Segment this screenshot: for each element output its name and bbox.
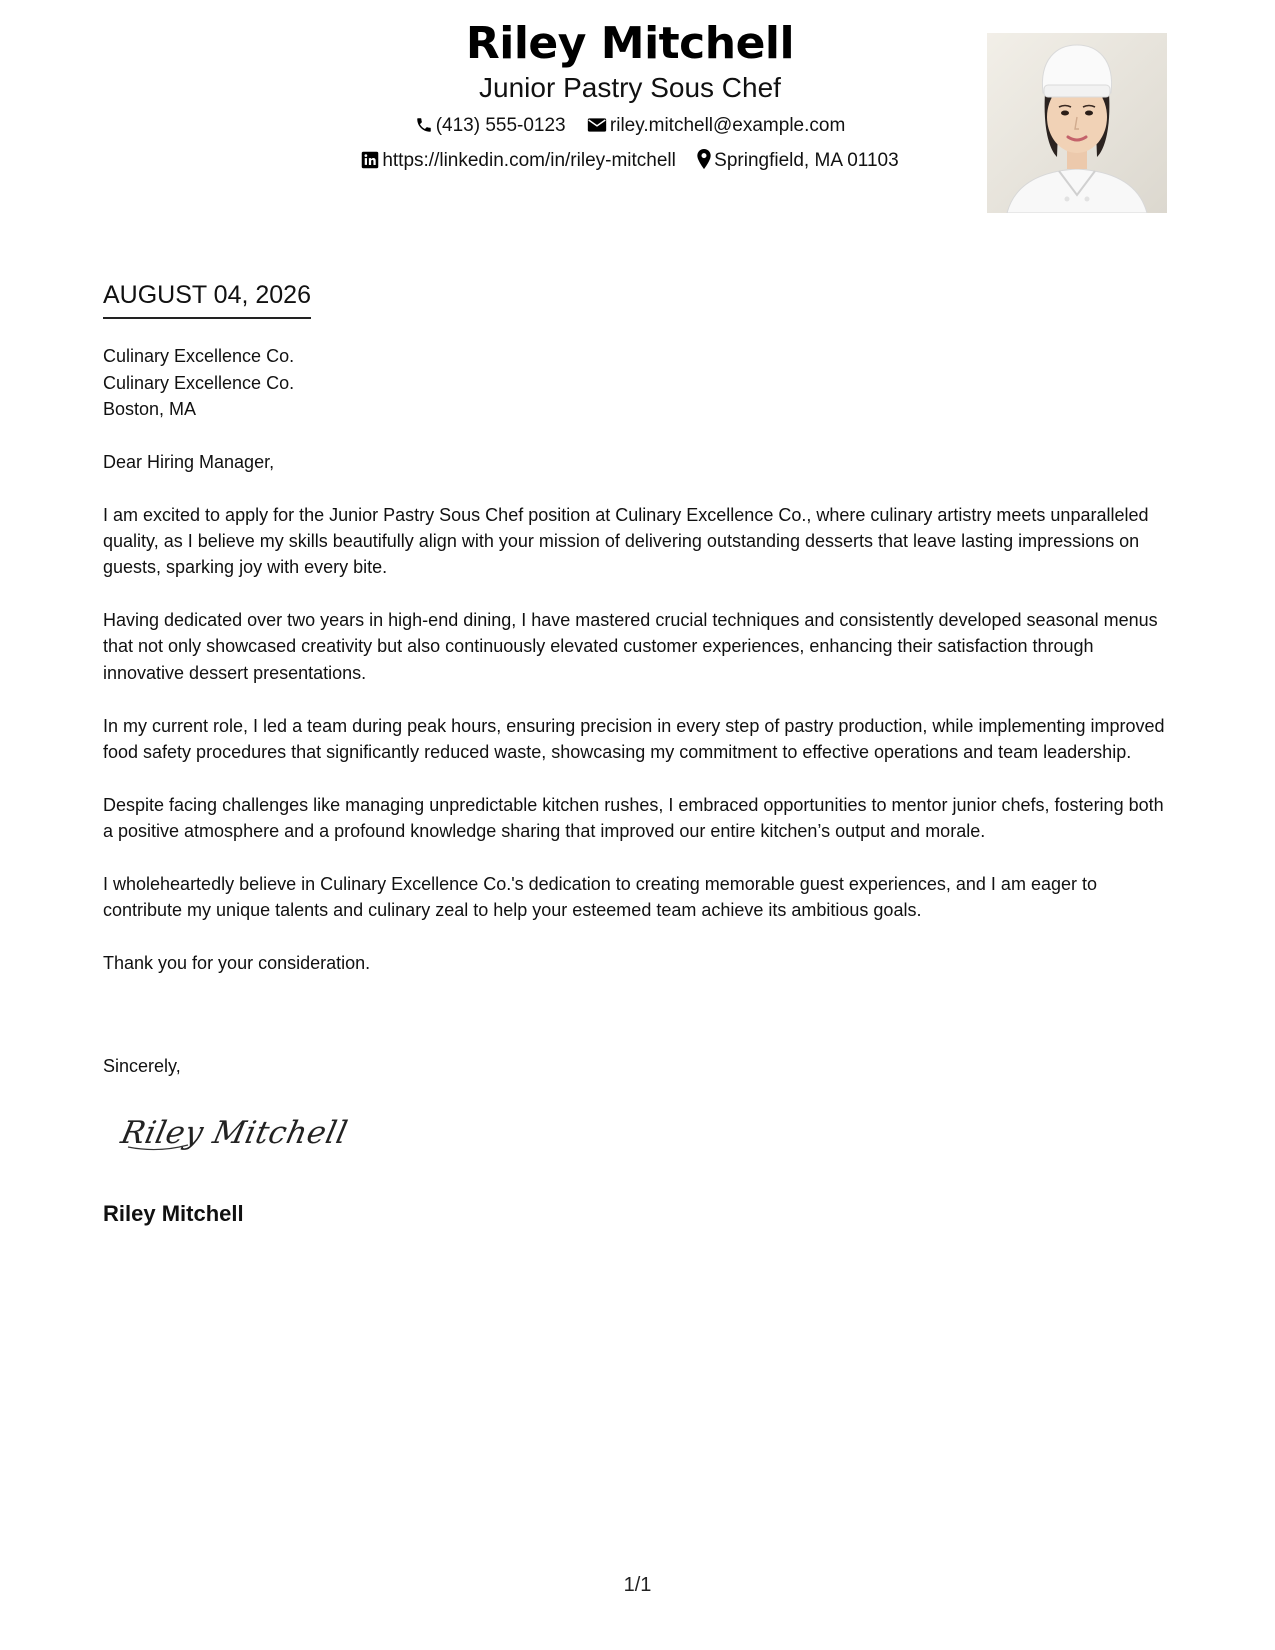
email-text: riley.mitchell@example.com [609,115,846,136]
recipient-company-secondary: Culinary Excellence Co. [103,372,295,393]
paragraph-intro: I am excited to apply for the Junior Pastry Sous Chef position at Culinary Excellence Co., where culinary artistry meets unparalleled quality, as I believe my skills beautifully align with your mission of delivering outstanding desserts that leave lasting impressions on guests, sparking joy with every bite. [103,504,1149,578]
linkedin-icon [361,151,379,169]
svg-text:Riley Mitchell: Riley Mitchell [118,1115,351,1151]
paragraph-motivation: I wholeheartedly believe in Culinary Excellence Co.'s dedication to creating memorable guest experiences, and I am eager to contribute my unique talents and culinary zeal to help your esteemed team achieve its ambitious goals. [103,873,1097,921]
greeting: Dear Hiring Manager, [103,452,275,472]
page-number: 1/1 [623,1574,652,1596]
contact-email[interactable] [587,116,845,135]
signer-name: Riley Mitchell [103,1201,244,1226]
contact-phone[interactable] [415,116,566,135]
map-pin-icon [697,149,711,169]
paragraph-thanks: Thank you for your consideration. [103,952,371,973]
phone-text: (413) 555-0123 [435,115,566,136]
paragraph-challenges: Despite facing challenges like managing unpredictable kitchen rushes, I embraced opportunities to mentor junior chefs, fostering both a positive atmosphere and a profound knowledge sharing that improved our entire kitchen’s output and morale. [103,794,1164,841]
paragraph-current-role: In my current role, I led a team during peak hours, ensuring precision in every step of pastry production, while implementing improved food safety procedures that significantly reduced waste, showcasing my commitment to effective operations and team leadership. [103,715,1165,762]
envelope-icon [587,116,607,134]
handwritten-signature [118,1103,358,1159]
contact-location [697,149,899,170]
phone-icon [415,116,433,134]
paragraph-experience: Having dedicated over two years in high-end dining, I have mastered crucial techniques and consistently developed seasonal menus that not only showcased creativity but also continuously elevated customer experiences, enhancing their satisfaction through innovative dessert presentations. [103,610,1158,683]
recipient-block [103,343,294,423]
letter-date: AUGUST 04, 2026 [103,283,311,319]
applicant-role: Junior Pastry Sous Chef [479,72,781,103]
closing: Sincerely, [103,1056,181,1076]
location-text: Springfield, MA 01103 [714,150,899,171]
letter-body [103,449,1173,1003]
contact-linkedin[interactable] [361,151,676,170]
applicant-name: Riley Mitchell [465,18,795,69]
linkedin-text: https://linkedin.com/in/riley-mitchell [382,150,676,171]
recipient-company: Culinary Excellence Co. [103,346,295,366]
profile-photo [987,33,1167,213]
recipient-location: Boston, MA [103,399,197,419]
